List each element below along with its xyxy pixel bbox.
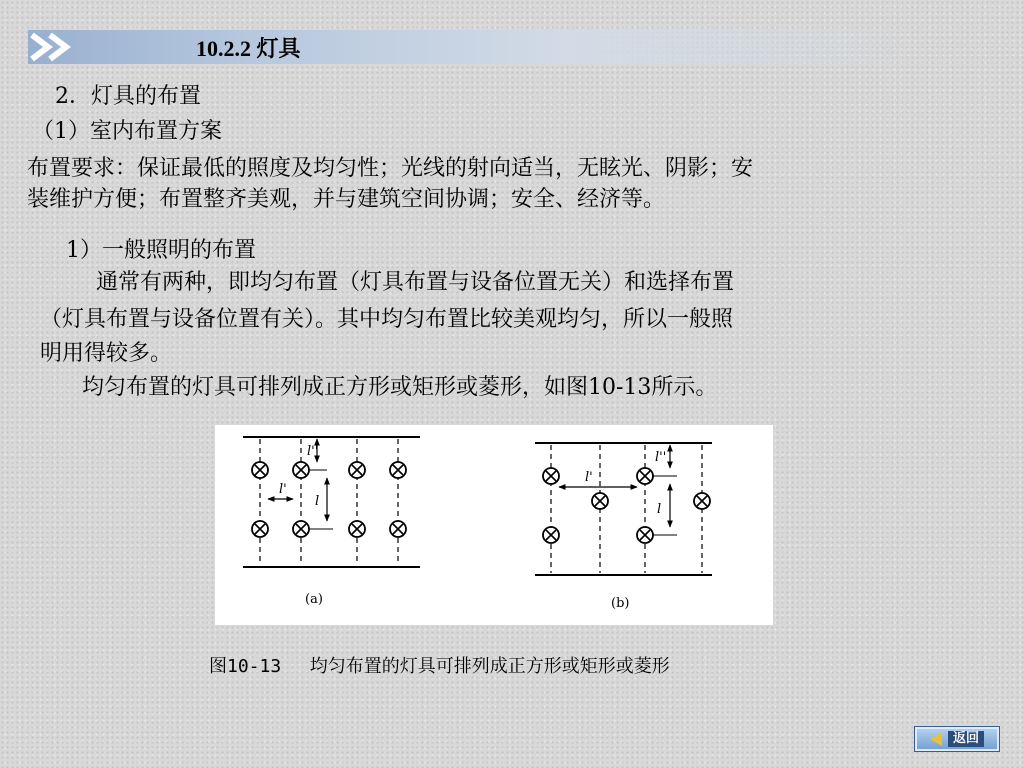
paragraph-line-1: 通常有两种，即均匀布置（灯具布置与设备位置无关）和选择布置 (96, 270, 735, 295)
luminaire-icon (390, 462, 406, 478)
dim-label: l'' (307, 444, 319, 459)
general-lighting-title: 1）一般照明的布置 (66, 238, 256, 263)
paragraph-line-2: （灯具布置与设备位置有关）。其中均匀布置比较美观均匀，所以一般照 (40, 307, 734, 332)
figure-label-a: (a) (305, 592, 323, 607)
dim-label: l'' (655, 450, 667, 465)
requirements-line-2: 装维护方便；布置整齐美观，并与建筑空间协调；安全、经济等。 (27, 187, 666, 212)
luminaire-icon (592, 493, 608, 509)
luminaire-icon (349, 521, 365, 537)
caption-number: 图10-13 (209, 656, 282, 677)
luminaire-icon (543, 468, 559, 484)
luminaire-icon (390, 521, 406, 537)
back-button[interactable] (914, 726, 1000, 752)
dim-label: l (657, 502, 662, 517)
luminaire-icon (293, 462, 309, 478)
paragraph-line-3: 明用得较多。 (40, 341, 173, 366)
arrow-left-icon (930, 732, 942, 746)
diagram-a (243, 437, 420, 607)
luminaire-icon (252, 462, 268, 478)
back-button-label: 返回 (948, 731, 984, 747)
luminaire-icon (637, 527, 653, 543)
page-title: 10.2.2 灯具 (196, 36, 301, 61)
chevron-right-icon (28, 30, 78, 64)
luminaire-icon (349, 462, 365, 478)
diagram-b (535, 443, 712, 611)
header-band (28, 30, 928, 64)
figure-label-b: (b) (611, 596, 630, 611)
section-heading: 2．灯具的布置 (55, 84, 201, 109)
dim-label: l' (279, 482, 287, 497)
figure-10-13 (215, 425, 773, 625)
section-subheading: （1）室内布置方案 (32, 119, 222, 144)
luminaire-icon (293, 521, 309, 537)
caption-text: 均匀布置的灯具可排列成正方形或矩形或菱形 (309, 656, 670, 677)
luminaire-icon (252, 521, 268, 537)
dim-label: l (315, 494, 320, 509)
luminaire-icon (543, 527, 559, 543)
luminaire-icon (694, 493, 710, 509)
requirements-line-1: 布置要求：保证最低的照度及均匀性；光线的射向适当，无眩光、阴影；安 (27, 156, 754, 181)
luminaire-icon (637, 468, 653, 484)
figure-caption (209, 652, 670, 678)
paragraph-2: 均匀布置的灯具可排列成正方形或矩形或菱形，如图10-13所示。 (82, 375, 718, 400)
dim-label: l' (585, 470, 593, 485)
